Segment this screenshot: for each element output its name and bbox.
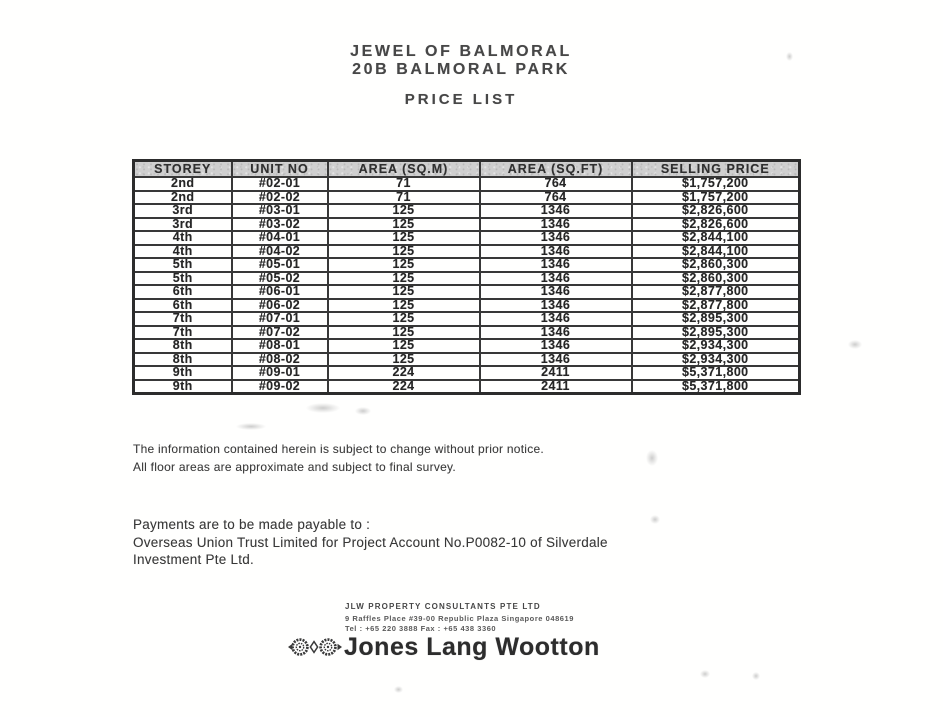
cell-area-sqm: 125 — [328, 299, 480, 313]
table-header-row — [134, 161, 800, 178]
cell-area-sqm: 125 — [328, 312, 480, 326]
cell-area-sqft: 764 — [480, 177, 632, 191]
scan-smudge — [848, 340, 862, 349]
payment-line-1: Payments are to be made payable to : — [133, 517, 371, 532]
cell-area-sqm: 125 — [328, 353, 480, 367]
table-row — [134, 177, 800, 191]
table-row — [134, 245, 800, 259]
disclaimer-notes — [133, 440, 544, 476]
project-name: JEWEL OF BALMORAL — [350, 43, 572, 60]
footer-text-block — [345, 602, 708, 633]
cell-selling-price: $2,934,300 — [632, 339, 800, 353]
cell-area-sqft: 1346 — [480, 245, 632, 259]
cell-unit-no: #04-01 — [232, 231, 328, 245]
col-header-area-sqft: AREA (SQ.FT) — [480, 161, 632, 178]
payment-line-3: Investment Pte Ltd. — [133, 552, 255, 568]
cell-selling-price: $2,826,600 — [632, 218, 800, 232]
cell-area-sqft: 1346 — [480, 285, 632, 299]
scan-smudge — [306, 403, 340, 413]
cell-selling-price: $2,877,800 — [632, 285, 800, 299]
cell-storey: 3rd — [134, 204, 232, 218]
cell-storey: 7th — [134, 326, 232, 340]
cell-selling-price: $2,844,100 — [632, 231, 800, 245]
cell-area-sqft: 1346 — [480, 353, 632, 367]
cell-storey: 5th — [134, 258, 232, 272]
disclaimer-line-2: All floor areas are approximate and subject to final survey. — [133, 460, 456, 474]
table-row — [134, 258, 800, 272]
col-header-unit-no: UNIT NO — [232, 161, 328, 178]
cell-area-sqft: 1346 — [480, 326, 632, 340]
project-address: 20B BALMORAL PARK — [352, 61, 570, 78]
cell-unit-no: #09-01 — [232, 366, 328, 380]
cell-unit-no: #07-01 — [232, 312, 328, 326]
table-row — [134, 380, 800, 394]
consultant-address: 9 Raffles Place #39-00 Republic Plaza Singapore 048619 — [345, 613, 574, 623]
cell-area-sqft: 1346 — [480, 218, 632, 232]
cell-selling-price: $2,844,100 — [632, 245, 800, 259]
scan-smudge — [646, 450, 658, 466]
cell-storey: 2nd — [134, 191, 232, 205]
col-header-area-sqm: AREA (SQ.M) — [328, 161, 480, 178]
payment-line-2: Overseas Union Trust Limited for Project Account No.P0082-10 of Silverdale — [133, 534, 608, 550]
col-header-storey: STOREY — [134, 161, 232, 178]
cell-unit-no: #04-02 — [232, 245, 328, 259]
cell-area-sqm: 125 — [328, 204, 480, 218]
cell-area-sqft: 1346 — [480, 299, 632, 313]
cell-selling-price: $2,860,300 — [632, 258, 800, 272]
cell-area-sqft: 2411 — [480, 380, 632, 394]
table-row — [134, 272, 800, 286]
table-row — [134, 218, 800, 232]
cell-storey: 9th — [134, 366, 232, 380]
cell-area-sqft: 1346 — [480, 339, 632, 353]
scan-smudge — [700, 670, 710, 678]
cell-area-sqft: 1346 — [480, 272, 632, 286]
price-table — [132, 159, 801, 395]
cell-area-sqft: 2411 — [480, 366, 632, 380]
cell-area-sqm: 125 — [328, 245, 480, 259]
table-row — [134, 353, 800, 367]
cell-selling-price: $1,757,200 — [632, 177, 800, 191]
disclaimer-line-1: The information contained herein is subject to change without prior notice. — [133, 442, 544, 456]
cell-unit-no: #02-02 — [232, 191, 328, 205]
cell-unit-no: #05-02 — [232, 272, 328, 286]
document-header — [0, 43, 922, 108]
cell-selling-price: $2,826,600 — [632, 204, 800, 218]
table-row — [134, 326, 800, 340]
cell-selling-price: $1,757,200 — [632, 191, 800, 205]
cell-unit-no: #09-02 — [232, 380, 328, 394]
cell-storey: 2nd — [134, 177, 232, 191]
table-row — [134, 312, 800, 326]
cell-unit-no: #02-01 — [232, 177, 328, 191]
scan-smudge — [394, 686, 403, 693]
cell-area-sqm: 125 — [328, 218, 480, 232]
cell-unit-no: #03-02 — [232, 218, 328, 232]
cell-selling-price: $2,895,300 — [632, 312, 800, 326]
cell-storey: 4th — [134, 231, 232, 245]
page-title: PRICE LIST — [404, 91, 518, 108]
cell-selling-price: $5,371,800 — [632, 380, 800, 394]
cell-unit-no: #07-02 — [232, 326, 328, 340]
price-table-body — [134, 177, 800, 394]
cell-area-sqm: 71 — [328, 191, 480, 205]
cell-area-sqm: 125 — [328, 272, 480, 286]
table-row — [134, 366, 800, 380]
jlw-emblem-icon — [288, 637, 342, 657]
consultant-contact: Tel : +65 220 3888 Fax : +65 438 3360 — [345, 624, 497, 633]
cell-area-sqft: 764 — [480, 191, 632, 205]
cell-area-sqft: 1346 — [480, 258, 632, 272]
cell-unit-no: #08-01 — [232, 339, 328, 353]
table-row — [134, 339, 800, 353]
brand-logo-text: Jones Lang Wootton — [344, 633, 600, 661]
cell-area-sqm: 224 — [328, 380, 480, 394]
footer — [288, 602, 708, 661]
cell-area-sqft: 1346 — [480, 231, 632, 245]
cell-area-sqm: 224 — [328, 366, 480, 380]
table-row — [134, 204, 800, 218]
cell-storey: 8th — [134, 339, 232, 353]
cell-selling-price: $2,860,300 — [632, 272, 800, 286]
cell-storey: 6th — [134, 285, 232, 299]
cell-area-sqm: 71 — [328, 177, 480, 191]
cell-storey: 7th — [134, 312, 232, 326]
cell-area-sqft: 1346 — [480, 204, 632, 218]
cell-storey: 8th — [134, 353, 232, 367]
cell-storey: 4th — [134, 245, 232, 259]
cell-area-sqm: 125 — [328, 258, 480, 272]
cell-area-sqm: 125 — [328, 326, 480, 340]
cell-storey: 6th — [134, 299, 232, 313]
table-row — [134, 299, 800, 313]
cell-selling-price: $2,877,800 — [632, 299, 800, 313]
cell-area-sqm: 125 — [328, 231, 480, 245]
payment-instructions — [133, 516, 608, 569]
cell-storey: 3rd — [134, 218, 232, 232]
cell-storey: 5th — [134, 272, 232, 286]
cell-selling-price: $5,371,800 — [632, 366, 800, 380]
cell-storey: 9th — [134, 380, 232, 394]
cell-area-sqft: 1346 — [480, 312, 632, 326]
cell-unit-no: #05-01 — [232, 258, 328, 272]
cell-area-sqm: 125 — [328, 285, 480, 299]
cell-selling-price: $2,934,300 — [632, 353, 800, 367]
col-header-selling-price: SELLING PRICE — [632, 161, 800, 178]
consultant-company-name: JLW PROPERTY CONSULTANTS PTE LTD — [345, 602, 541, 611]
cell-unit-no: #06-02 — [232, 299, 328, 313]
cell-area-sqm: 125 — [328, 339, 480, 353]
scan-smudge — [236, 423, 266, 430]
cell-unit-no: #06-01 — [232, 285, 328, 299]
table-row — [134, 231, 800, 245]
table-row — [134, 285, 800, 299]
scan-smudge — [650, 515, 660, 524]
cell-unit-no: #08-02 — [232, 353, 328, 367]
table-row — [134, 191, 800, 205]
cell-selling-price: $2,895,300 — [632, 326, 800, 340]
brand-logo-row — [288, 633, 708, 661]
scan-smudge — [355, 407, 371, 415]
scan-smudge — [752, 672, 760, 680]
cell-unit-no: #03-01 — [232, 204, 328, 218]
